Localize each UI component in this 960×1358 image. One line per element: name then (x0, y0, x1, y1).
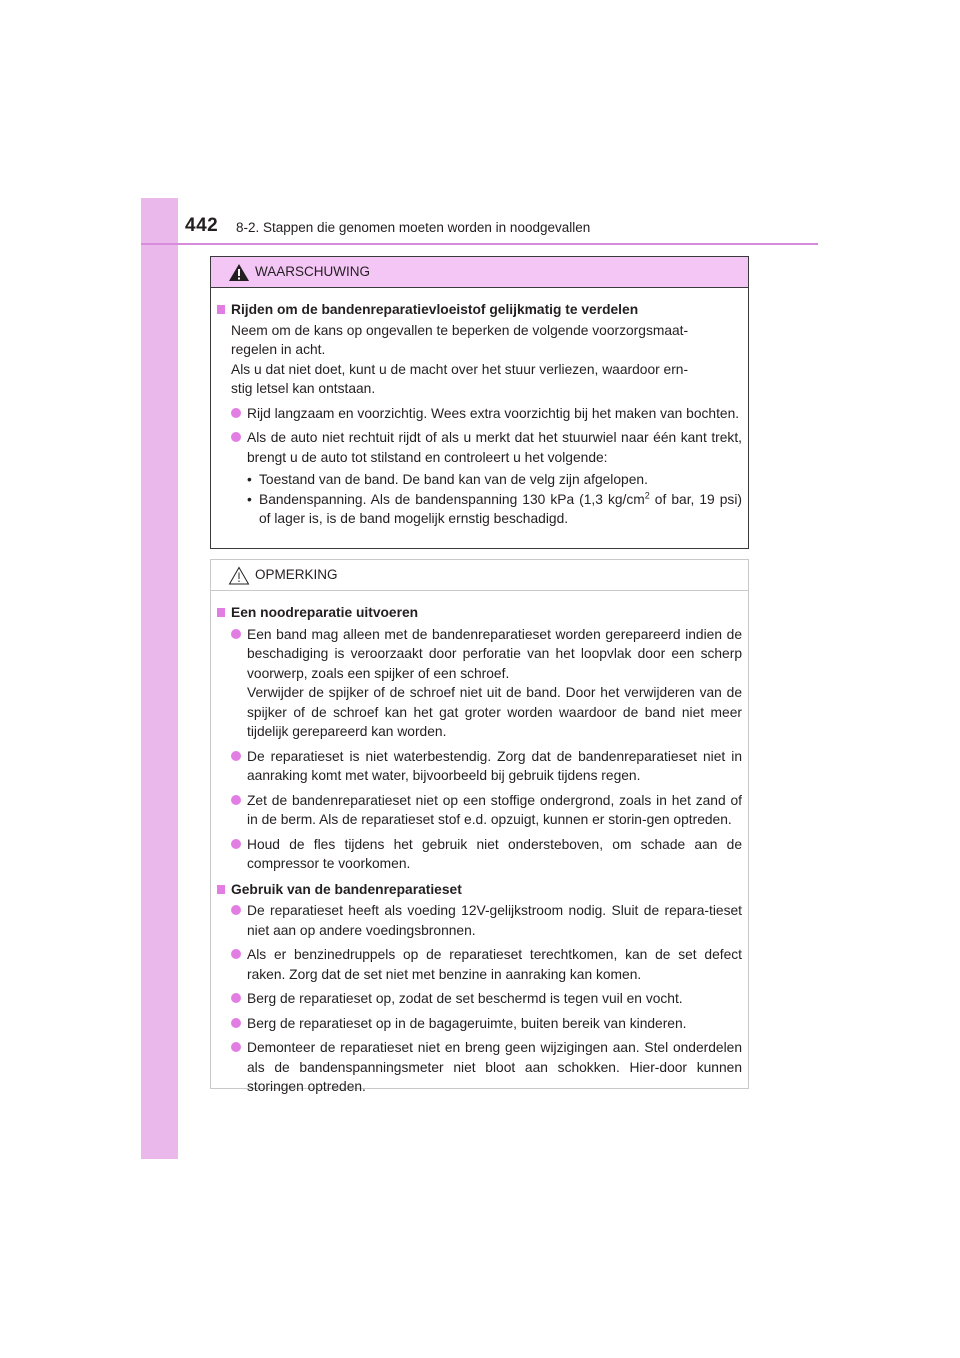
notice-heading-emergency-repair: Een noodreparatie uitvoeren (217, 603, 742, 623)
sub-list-item: • Bandenspanning. Als de bandenspanning 130 kPa (1,3 $kg/cm^2$ of bar, 19 psi) of lager is, is de band mogelijk ernstig beschadigd. (247, 489, 742, 526)
notice-title: OPMERKING (255, 567, 338, 582)
square-bullet-icon (217, 885, 225, 894)
notice-heading-repair-kit-use: Gebruik van de bandenreparatieset (217, 880, 742, 900)
circle-bullet-icon (231, 629, 241, 639)
circle-bullet-icon (231, 408, 241, 418)
circle-bullet-icon (231, 1042, 241, 1052)
square-bullet-icon (217, 608, 225, 617)
warning-box (210, 256, 749, 549)
sub-list-item: • Toestand van de band. De band kan van de velg zijn afgelopen. (247, 472, 648, 487)
notice-box-header (211, 560, 748, 591)
warning-box-header (211, 257, 748, 288)
warning-box-body (211, 288, 748, 529)
circle-bullet-icon (231, 905, 241, 915)
circle-bullet-icon (231, 795, 241, 805)
chapter-color-strip (141, 198, 178, 1159)
caution-triangle-icon (228, 566, 250, 585)
circle-bullet-icon (231, 751, 241, 761)
warning-triangle-icon (228, 263, 250, 282)
list-item: Als de auto niet rechtuit rijdt of als u merkt dat het stuurwiel naar één kant trekt, brengt u de auto tot stilstand en controleert u het volgende: (217, 428, 742, 467)
list-item: Zet de bandenreparatieset niet op een stoffige ondergrond, zoals in het zand of in de berm. Als de reparatieset stof e.d. opzuigt, kunnen er storin-gen optreden. (217, 791, 742, 830)
notice-box-body (211, 591, 748, 1097)
warning-title: WAARSCHUWING (255, 264, 370, 279)
list-item: De reparatieset heeft als voeding 12V-gelijkstroom nodig. Sluit de repara-tieset niet aan op andere voedingsbronnen. (217, 901, 742, 940)
page-number: 442 (185, 215, 219, 236)
list-item: Berg de reparatieset op, zodat de set beschermd is tegen vuil en vocht. (217, 989, 742, 1009)
list-item: De reparatieset is niet waterbestendig. Zorg dat de bandenreparatieset niet in aanraking komt met water, bijvoorbeeld bij gebruik tijdens regen. (217, 747, 742, 786)
section-title: 8-2. Stappen die genomen moeten worden in noodgevallen (236, 220, 591, 235)
square-bullet-icon (217, 305, 225, 314)
list-item: Rijd langzaam en voorzichtig. Wees extra voorzichtig bij het maken van bochten. (217, 404, 742, 424)
list-item: Berg de reparatieset op in de bagageruimte, buiten bereik van kinderen. (217, 1014, 742, 1034)
list-item: Demonteer de reparatieset niet en breng geen wijzigingen aan. Stel onderdelen als de bandenspanningsmeter niet bloot aan schokken. Hier-door kunnen storingen optreden. (217, 1038, 742, 1097)
circle-bullet-icon (231, 839, 241, 849)
warning-heading: Rijden om de bandenreparatievloeistof gelijkmatig te verdelen (217, 300, 742, 320)
circle-bullet-icon (231, 1018, 241, 1028)
warning-intro: Neem om de kans op ongevallen te beperken de volgende voorzorgsmaat- regelen in acht. Als u dat niet doet, kunt u de macht over het stuur verliezen, waardoor ern- stig letsel kan ontstaan. (231, 322, 689, 396)
circle-bullet-icon (231, 949, 241, 959)
list-item: Houd de fles tijdens het gebruik niet ondersteboven, om schade aan de compressor te voorkomen. (217, 835, 742, 874)
notice-box (210, 559, 749, 1094)
header-divider (141, 243, 818, 245)
list-item: Als er benzinedruppels op de reparatieset terechtkomen, kan de set defect raken. Zorg dat de set niet met benzine in aanraking kan komen. (217, 945, 742, 984)
circle-bullet-icon (231, 432, 241, 442)
circle-bullet-icon (231, 993, 241, 1003)
list-item: Een band mag alleen met de bandenreparatieset worden gerepareerd indien de beschadiging is veroorzaakt door perforatie van het loopvlak door een scherp voorwerp, zoals een spijker of een schroef. Verwijder de spijker of de schroef niet uit de band. Door het verwijderen van de spijker of de schroef kan het gat groter worden waardoor de band niet meer tijdelijk gerepareerd kan worden. (217, 625, 742, 742)
